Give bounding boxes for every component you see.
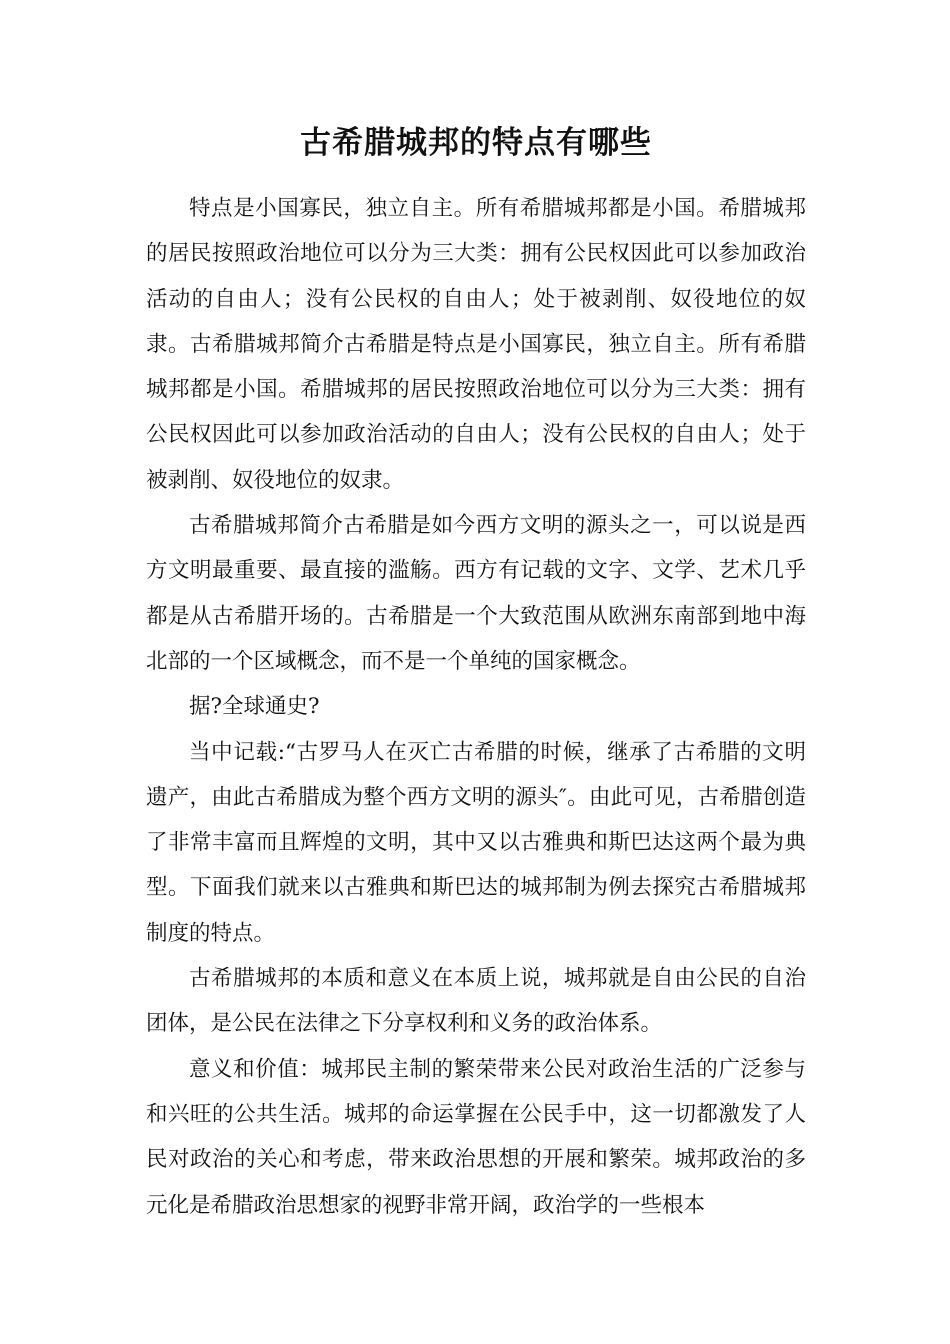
document-page: [146, 118, 806, 1228]
paragraph-3: 据?全球通史?: [189, 694, 320, 720]
document-title: 古希腊城邦的特点有哪些: [300, 125, 652, 161]
paragraph-5: 古希腊城邦的本质和意义在本质上说，城邦就是自由公民的自治团体，是公民在法律之下分享权利和义务的政治体系。: [146, 966, 806, 1037]
paragraph-1: 特点是小国寡民，独立自主。所有希腊城邦都是小国。希腊城邦的居民按照政治地位可以分为三大类：拥有公民权因此可以参加政治活动的自由人；没有公民权的自由人；处于被剥削、奴役地位的奴隶。古希腊城邦简介古希腊是特点是小国寡民，独立自主。所有希腊城邦都是小国。希腊城邦的居民按照政治地位可以分为三大类：拥有公民权因此可以参加政治活动的自由人；没有公民权的自由人；处于被剥削、奴役地位的奴隶。: [146, 196, 806, 493]
paragraph-4: 当中记载:“古罗马人在灭亡古希腊的时候，继承了古希腊的文明遗产，由此古希腊成为整个西方文明的源头″。由此可见，古希腊创造了非常丰富而且辉煌的文明，其中又以古雅典和斯巴达这两个最为典型。下面我们就来以古雅典和斯巴达的城邦制为例去探究古希腊城邦制度的特点。: [146, 739, 806, 946]
paragraph-2: 古希腊城邦简介古希腊是如今西方文明的源头之一，可以说是西方文明最重要、最直接的滥觞。西方有记载的文字、文学、艺术几乎都是从古希腊开场的。古希腊是一个大致范围从欧洲东南部到地中海北部的一个区域概念，而不是一个单纯的国家概念。: [146, 513, 806, 674]
paragraph-6: 意义和价值：城邦民主制的繁荣带来公民对政治生活的广泛参与和兴旺的公共生活。城邦的命运掌握在公民手中，这一切都激发了人民对政治的关心和考虑，带来政治思想的开展和繁荣。城邦政治的多元化是希腊政治思想家的视野非常开阔，政治学的一些根本: [146, 1056, 806, 1218]
